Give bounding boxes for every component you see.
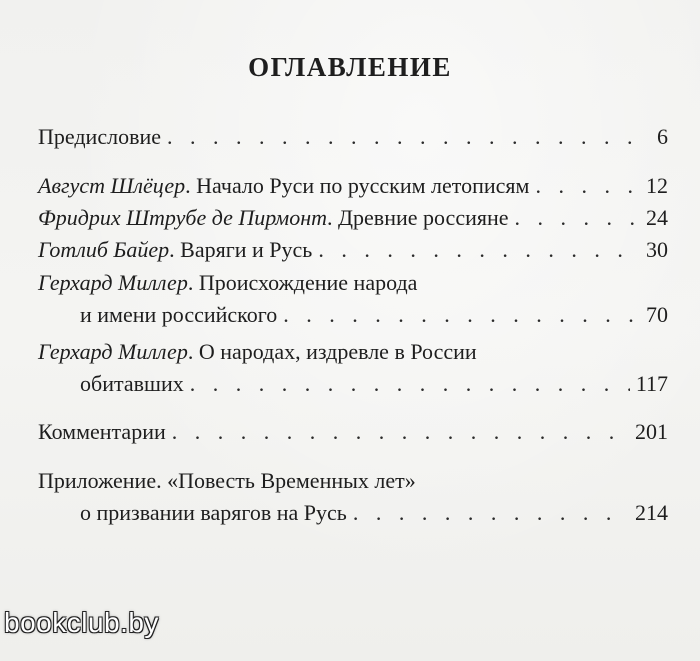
dot-leader [318,236,640,264]
page-number: 6 [657,124,668,149]
toc-entry-schlozer [38,172,668,200]
entry-title: . Варяги и Русь [169,237,313,262]
page-number: 24 [646,205,668,230]
entry-title-cont: обитавших [80,371,184,396]
page-number: 117 [635,371,668,396]
entry-title: . Древние россияне [327,205,509,230]
entry-title: . Начало Руси по русским летописям [185,173,530,198]
entry-title: . О народах, издревле в России [187,339,477,364]
toc-entry-miller-peoples [38,338,668,366]
toc-entry-appendix-cont [80,499,668,527]
page-number: 214 [635,500,668,525]
dot-leader [535,172,640,200]
watermark-logo: bookclub.by [4,607,159,638]
entry-author: Герхард Миллер [38,339,188,364]
toc-entry-miller-origin-cont [80,301,668,329]
dot-leader [515,204,640,232]
toc-entry-miller-origin [38,269,668,297]
dot-leader [167,123,651,151]
page-number: 201 [635,419,668,444]
page-number: 30 [646,237,668,262]
dot-leader [172,418,629,446]
toc-entry-appendix [38,467,668,495]
dot-leader [190,370,630,398]
page-number: 70 [646,302,668,327]
entry-author: Август Шлёцер [38,173,186,198]
entry-author: Герхард Миллер [38,270,188,295]
toc-entry-miller-peoples-cont [80,370,668,398]
entry-title: Приложение. «Повесть Временных лет» [38,468,416,493]
toc-entry-bayer [38,236,668,264]
entry-title: Предисловие [38,124,161,149]
entry-title: . Происхождение народа [187,270,418,295]
entry-author: Фридрих Штрубе де Пирмонт [38,205,328,230]
dot-leader [353,499,629,527]
dot-leader [283,301,640,329]
entry-author: Готлиб Байер [38,237,170,262]
entry-title-cont: о призвании варягов на Русь [80,500,347,525]
page-number: 12 [646,173,668,198]
toc-entry-preface [38,123,668,151]
entry-title-cont: и имени российского [80,302,278,327]
entry-title: Комментарии [38,419,166,444]
toc-entry-comments [38,418,668,446]
toc-entry-strube [38,204,668,232]
page-title: ОГЛАВЛЕНИЕ [248,52,452,82]
